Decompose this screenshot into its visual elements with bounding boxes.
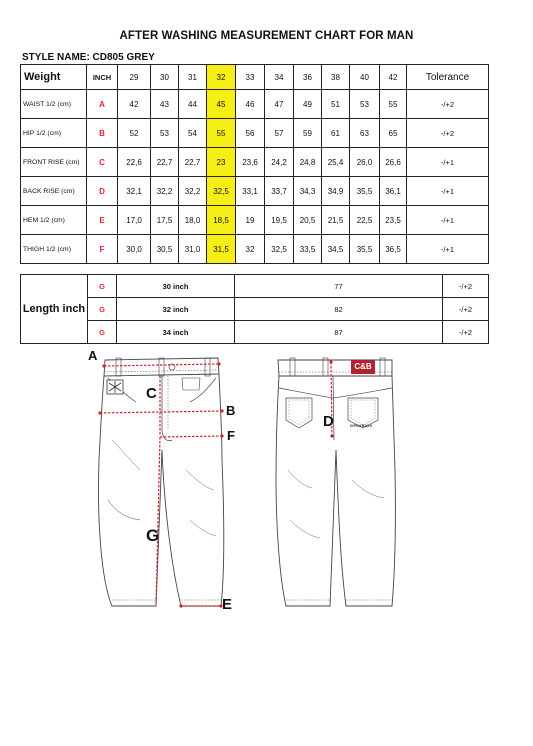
value-cell: 22,7 — [151, 148, 179, 177]
value-cell-highlighted: 31,5 — [207, 235, 236, 264]
value-cell-highlighted: 18,5 — [207, 206, 236, 235]
size-header: 36 — [294, 65, 322, 90]
point-label-f: F — [227, 428, 235, 443]
value-cell: 21,5 — [322, 206, 350, 235]
size-header: 38 — [322, 65, 350, 90]
measurement-name: BACK RISE (cm) — [21, 177, 87, 206]
value-cell: 34,3 — [294, 177, 322, 206]
point-label-d: D — [323, 413, 334, 430]
measurement-code: D — [87, 177, 118, 206]
length-tolerance: -/+2 — [443, 298, 489, 321]
length-tolerance: -/+2 — [443, 275, 489, 298]
value-cell-highlighted: 32,5 — [207, 177, 236, 206]
value-cell: 17,0 — [118, 206, 151, 235]
tolerance-cell: -/+2 — [407, 119, 489, 148]
length-value: 82 — [235, 298, 443, 321]
measure-line-f — [160, 436, 222, 437]
value-cell: 44 — [179, 90, 207, 119]
point-label-b: B — [226, 403, 236, 418]
tolerance-cell: -/+2 — [407, 90, 489, 119]
measurement-code: C — [87, 148, 118, 177]
value-cell: 19 — [236, 206, 265, 235]
measurement-name: WAIST 1/2 (cm) — [21, 90, 87, 119]
value-cell: 56 — [236, 119, 265, 148]
tolerance-cell: -/+1 — [407, 177, 489, 206]
value-cell: 26,0 — [350, 148, 380, 177]
tolerance-header: Tolerance — [407, 65, 489, 90]
value-cell: 33,7 — [265, 177, 294, 206]
length-value: 87 — [235, 321, 443, 344]
weight-header: Weight — [21, 65, 87, 90]
value-cell: 33,5 — [294, 235, 322, 264]
value-cell: 36,5 — [380, 235, 407, 264]
value-cell: 18,0 — [179, 206, 207, 235]
measurement-name: HEM 1/2 (cm) — [21, 206, 87, 235]
inch-header: INCH — [87, 65, 118, 90]
value-cell: 34,5 — [322, 235, 350, 264]
value-cell: 32,2 — [179, 177, 207, 206]
tolerance-cell: -/+1 — [407, 235, 489, 264]
value-cell: 53 — [350, 90, 380, 119]
value-cell: 46 — [236, 90, 265, 119]
size-header: 33 — [236, 65, 265, 90]
measurement-code: F — [87, 235, 118, 264]
page-title: AFTER WASHING MEASUREMENT CHART FOR MAN — [119, 30, 414, 42]
value-cell: 35,5 — [350, 235, 380, 264]
value-cell: 54 — [179, 119, 207, 148]
measurement-name: HIP 1/2 (cm) — [21, 119, 87, 148]
measurement-code: B — [87, 119, 118, 148]
length-tolerance: -/+2 — [443, 321, 489, 344]
value-cell: 22,7 — [179, 148, 207, 177]
measurement-code: A — [87, 90, 118, 119]
style-name: STYLE NAME: CD805 GREY — [22, 52, 155, 63]
value-cell-highlighted: 55 — [207, 119, 236, 148]
value-cell: 24,2 — [265, 148, 294, 177]
measurement-name: FRONT RISE (cm) — [21, 148, 87, 177]
value-cell: 52 — [118, 119, 151, 148]
value-cell: 23,6 — [236, 148, 265, 177]
point-label-g: G — [146, 526, 160, 545]
measurement-name: THIGH 1/2 (cm) — [21, 235, 87, 264]
brand-logo: C&B — [351, 360, 375, 374]
point-label-c: C — [146, 385, 157, 402]
value-cell: 34,9 — [322, 177, 350, 206]
value-cell: 57 — [265, 119, 294, 148]
size-header: 30 — [151, 65, 179, 90]
value-cell-highlighted: 45 — [207, 90, 236, 119]
value-cell: 59 — [294, 119, 322, 148]
length-code: G — [88, 321, 117, 344]
value-cell: 35,5 — [350, 177, 380, 206]
value-cell-highlighted: 23 — [207, 148, 236, 177]
length-code: G — [88, 298, 117, 321]
value-cell: 24,8 — [294, 148, 322, 177]
measure-line-b — [100, 411, 222, 413]
value-cell: 53 — [151, 119, 179, 148]
value-cell: 25,4 — [322, 148, 350, 177]
value-cell: 30,5 — [151, 235, 179, 264]
measurement-code: E — [87, 206, 118, 235]
value-cell: 63 — [350, 119, 380, 148]
value-cell: 22,6 — [118, 148, 151, 177]
pocket-brand-text: CIPO&BAXX — [349, 424, 373, 428]
length-code: G — [88, 275, 117, 298]
size-header-highlighted: 32 — [207, 65, 236, 90]
value-cell: 26,6 — [380, 148, 407, 177]
value-cell: 32,1 — [118, 177, 151, 206]
value-cell: 32,2 — [151, 177, 179, 206]
value-cell: 33,1 — [236, 177, 265, 206]
value-cell: 49 — [294, 90, 322, 119]
point-label-e: E — [222, 596, 233, 613]
tolerance-cell: -/+1 — [407, 206, 489, 235]
front-pants-drawing — [99, 358, 224, 606]
length-size: 30 inch — [117, 275, 235, 298]
size-header: 40 — [350, 65, 380, 90]
value-cell: 32,5 — [265, 235, 294, 264]
value-cell: 61 — [322, 119, 350, 148]
length-label: Length inch — [21, 275, 88, 344]
size-header: 34 — [265, 65, 294, 90]
tolerance-cell: -/+1 — [407, 148, 489, 177]
value-cell: 36,1 — [380, 177, 407, 206]
point-label-a: A — [88, 348, 98, 363]
size-header: 31 — [179, 65, 207, 90]
value-cell: 32 — [236, 235, 265, 264]
value-cell: 55 — [380, 90, 407, 119]
length-size: 34 inch — [117, 321, 235, 344]
back-pants-drawing — [276, 358, 395, 606]
value-cell: 19,5 — [265, 206, 294, 235]
value-cell: 20,5 — [294, 206, 322, 235]
size-header: 29 — [118, 65, 151, 90]
value-cell: 30,0 — [118, 235, 151, 264]
value-cell: 47 — [265, 90, 294, 119]
value-cell: 65 — [380, 119, 407, 148]
value-cell: 22,5 — [350, 206, 380, 235]
size-header: 42 — [380, 65, 407, 90]
length-value: 77 — [235, 275, 443, 298]
value-cell: 42 — [118, 90, 151, 119]
value-cell: 51 — [322, 90, 350, 119]
value-cell: 23,5 — [380, 206, 407, 235]
length-size: 32 inch — [117, 298, 235, 321]
value-cell: 43 — [151, 90, 179, 119]
value-cell: 17,5 — [151, 206, 179, 235]
value-cell: 31,0 — [179, 235, 207, 264]
